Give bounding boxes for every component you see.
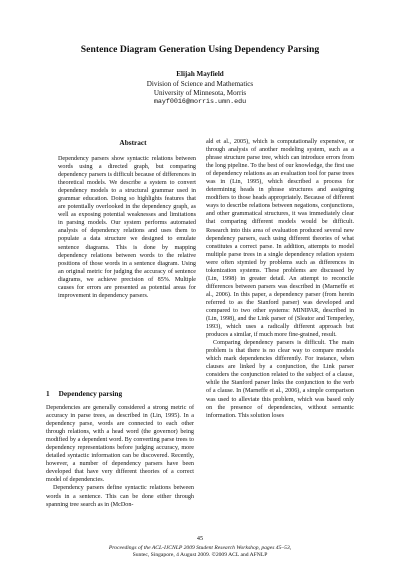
section-number: 1 bbox=[46, 389, 50, 398]
abstract-heading: Abstract bbox=[119, 138, 147, 147]
section-title: Dependency parsing bbox=[58, 389, 123, 398]
author-university: University of Minnesota, Morris bbox=[153, 89, 247, 97]
section-heading bbox=[46, 389, 131, 398]
body-paragraph: Dependency parsers define syntactic relations between words in a sentence. This can be done either through spanning tree search as in (McDon- bbox=[46, 485, 194, 508]
body-paragraph: ald et al., 2005), which is computationally expensive, or through analysis of another modeling system, such as a phrase structure parse tree, which can introduce errors from the long pipeline. To the best of our knowledge, the first use of dependency relations as an evaluation tool for parse trees was in (Lin, 1995), which described a process for determining heads in phrase structures and assigning modifiers to those heads appropriately. Because of different ways to describe relations between negations, conjunctions, and other grammatical structures, it was immediately clear that comparing different models would be difficult. Research into this area of evaluation produced several new dependency parsers, each using different theories of what constitutes a correct parse. In addition, attempts to model multiple parse trees in a single dependency relation system were often stymied by problems such as differences in tokenization systems. These problems are discussed by (Lin, 1998) in greater detail. An attempt to reconcile differences between parsers was described in (Marneffe et al., 2006). In this paper, a dependency parser (from herein referred to as the Stanford parser) was developed and compared to two other systems: MINIPAR, described in (Lin, 1998), and the Link parser of (Sleator and Temperley, 1993), which uses a radically different approach but produces a similar, if much more fine-grained, result. bbox=[206, 139, 354, 339]
left-column-body bbox=[46, 404, 194, 509]
venue-line: Suntec, Singapore, 4 August 2009. ©2009 ACL and AFNLP bbox=[132, 552, 268, 558]
paper-title: Sentence Diagram Generation Using Dependency Parsing bbox=[80, 44, 320, 55]
abstract-text: Dependency parsers show syntactic relations between words using a directed graph, but comparing dependency parsers is difficult because of differences in theoretical models. We describe a system to convert dependency models to a structural grammar used in grammar education. Doing so highlights features that are potentially overlooked in the dependency graph, as well as exposing potential weaknesses and limitations in parsing models. Our system performs automated analysis of dependency relations and uses them to populate a data structure we designed to emulate sentence diagrams. This is done by mapping dependency relations between words to the relative positions of those words in a sentence diagram. Using an original metric for judging the accuracy of sentence diagrams, we achieve precision of 85%. Multiple causes for errors are presented as potential areas for improvement in dependency parsers. bbox=[58, 156, 196, 299]
right-column-body bbox=[206, 138, 354, 420]
page-number: 45 bbox=[196, 535, 204, 542]
author-email: mayf0016@morris.umn.edu bbox=[153, 98, 247, 106]
body-paragraph: Comparing dependency parsers is difficult. The main problem is that there is no clear way to compare models which mark dependencies differently. For instance, when clauses are linked by a conjunction, the Link parser considers the conjunction related to the subject of a clause, while the Stanford parser links the conjunction to the verb of a clause. In (Marneffe et al., 2006), a simple comparison was used to alleviate this problem, which was based only on the presence of dependencies, without semantic information. This solution loses bbox=[206, 340, 354, 419]
author-name: Elijah Mayfield bbox=[176, 70, 224, 78]
author-department: Division of Science and Mathematics bbox=[146, 80, 254, 88]
body-paragraph: Dependencies are generally considered a strong metric of accuracy in parse trees, as described in (Lin, 1995). In a dependency parse, words are connected to each other through relations, with a head word (the governor) being modified by a dependent word. By converting parse trees to dependency representations before judging accuracy, more detailed syntactic information can be discovered. Recently, however, a number of dependency parsers have been developed that have very different theories of a correct model of dependencies. bbox=[46, 405, 194, 484]
proceedings-line: Proceedings of the ACL-IJCNLP 2009 Student Research Workshop, pages 45–53, bbox=[108, 545, 292, 551]
